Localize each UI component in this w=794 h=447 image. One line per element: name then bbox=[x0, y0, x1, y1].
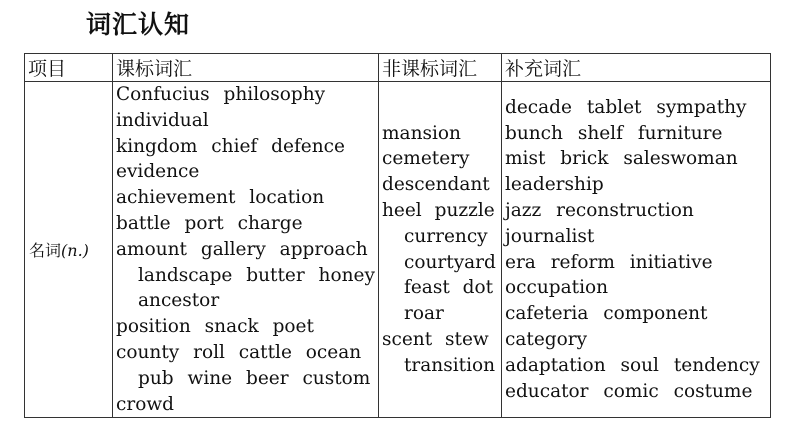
page-title: 词汇认知 bbox=[86, 10, 191, 39]
word-line: occupation bbox=[505, 277, 609, 299]
header-course-vocab: 课标词汇 bbox=[113, 54, 379, 82]
row-label-pos: (n.) bbox=[61, 241, 89, 261]
row-label-text: 名词 bbox=[29, 241, 62, 261]
word-line: battle port charge bbox=[116, 212, 303, 234]
word-line: ancestor bbox=[138, 290, 220, 312]
word-line: Confucius philosophy bbox=[116, 84, 326, 105]
table-row bbox=[25, 82, 771, 418]
supplement-vocab-cell bbox=[502, 82, 771, 418]
word-line: heel puzzle bbox=[382, 200, 495, 222]
word-line: evidence bbox=[116, 161, 200, 183]
word-line: courtyard bbox=[404, 251, 496, 273]
course-vocab-cell bbox=[113, 82, 379, 418]
word-line: journalist bbox=[505, 225, 595, 247]
word-line: adaptation soul tendency bbox=[505, 354, 760, 376]
word-line: currency bbox=[404, 225, 488, 247]
word-line: category bbox=[505, 329, 588, 351]
header-noncourse-vocab: 非课标词汇 bbox=[379, 54, 502, 82]
word-line: pub wine beer custom bbox=[138, 367, 371, 389]
word-line: bunch shelf furniture bbox=[505, 122, 723, 144]
word-line: cafeteria component bbox=[505, 303, 708, 325]
noncourse-vocab-cell bbox=[379, 82, 502, 418]
word-line: mansion bbox=[382, 122, 461, 144]
word-line: transition bbox=[404, 354, 496, 376]
word-line: mist brick saleswoman bbox=[505, 148, 738, 170]
word-line: era reform initiative bbox=[505, 251, 713, 273]
word-line: feast dot bbox=[404, 277, 494, 299]
table-header-row bbox=[25, 54, 771, 82]
word-line: achievement location bbox=[116, 187, 325, 209]
word-line: educator comic costume bbox=[505, 380, 753, 402]
word-line: roar bbox=[404, 303, 444, 325]
vocabulary-table bbox=[24, 53, 771, 418]
word-line: amount gallery approach bbox=[116, 238, 368, 260]
word-line: county roll cattle ocean bbox=[116, 341, 362, 363]
word-line: descendant bbox=[382, 174, 490, 196]
word-line: crowd bbox=[116, 393, 175, 415]
word-line: decade tablet sympathy bbox=[505, 96, 747, 118]
word-line: kingdom chief defence bbox=[116, 135, 345, 157]
word-line: jazz reconstruction bbox=[505, 200, 694, 222]
word-line: leadership bbox=[505, 174, 604, 196]
word-line: individual bbox=[116, 109, 209, 131]
word-line: landscape butter honey bbox=[138, 264, 375, 286]
word-line: scent stew bbox=[382, 329, 489, 351]
header-item: 项目 bbox=[25, 54, 113, 82]
word-line: position snack poet bbox=[116, 316, 314, 338]
word-line: cemetery bbox=[382, 148, 470, 170]
header-supplement-vocab: 补充词汇 bbox=[502, 54, 771, 82]
row-label-noun bbox=[25, 82, 113, 418]
